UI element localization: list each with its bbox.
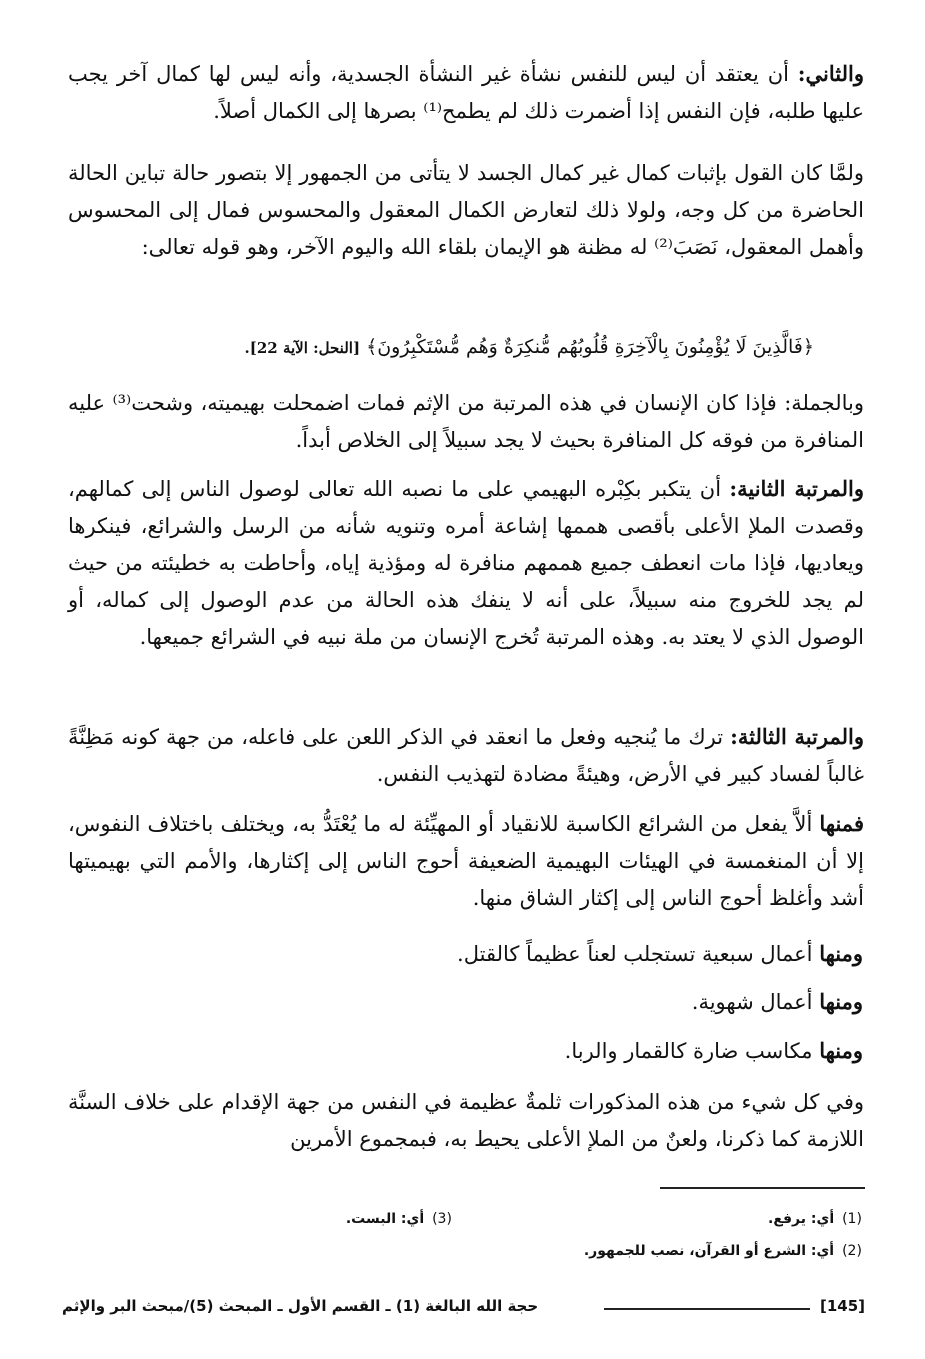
verse-text: ﴿فَالَّذِينَ لَا يُؤْمِنُونَ بِالْآخِرَةِ قُلُوبُهُم مُّنكِرَةٌ وَهُم مُّسْتَكْبِرُونَ﴾ [366,336,814,358]
paragraph-text: ولمَّا كان القول بإثبات كمال غير كمال الجسد لا يتأتى من الجمهور إلا بتصور حالة تباين الحالة الحاضرة من كل وجه، ولولا ذلك لتعارض الكمال المعقول والمحسوس فمال إلى المحسوس وأهمل المعقول، نَصَبَ⁽²⁾ له مظنة هو الإيمان بلقاء الله واليوم الآخر، وهو قوله تعالى: [68,161,864,259]
paragraph-among-them [68,805,864,917]
footnote [346,1211,455,1227]
paragraph-text: وفي كل شيء من هذه المذكورات ثلمةٌ عظيمة في النفس من جهة الإقدام على خلاف السنَّة اللازمة كما ذكرنا، ولعنٌ من الملإ الأعلى يحيط به، فبمجموع الأمرين [68,1090,864,1151]
paragraph-text: مكاسب ضارة كالقمار والربا. [564,1039,820,1063]
paragraph-lead: فمنها [819,811,864,836]
footnote-number: (2) [842,1243,862,1259]
paragraph-conclusion [68,1083,864,1158]
paragraph-text: أن يعتقد أن ليس للنفس نشأة غير النشأة الجسدية، وأنه ليس لها كمال آخر يجب عليها طلبه، فإن النفس إذا أضمرت ذلك لم يطمح⁽¹⁾ بصرها إلى الكمال أصلاً. [68,62,864,123]
paragraph-text: وبالجملة: فإذا كان الإنسان في هذه المرتبة من الإثم فمات اضمحلت بهيميته، وشحت⁽³⁾ عليه المنافرة من فوقه كل المنافرة بحيث لا يجد سبيلاً إلى الخلاص أبداً. [68,391,864,452]
footnote-text: أي: البست. [345,1211,425,1227]
footnote [584,1243,865,1259]
footnote [768,1211,865,1227]
paragraph-lead: ومنها [819,941,863,966]
footnote-number: (3) [432,1211,452,1227]
paragraph-text: أن يتكبر بكِبْره البهيمي على ما نصبه الله تعالى لوصول الناس إلى كمالهم، وقصدت الملإ الأعلى بأقصى هممها إشاعة أمره وتنويه شأنه من الرسل والشرائع، فينكرها ويعاديها، فإذا مات انعطف جميع هممهم منافرة له ومؤذية إياه، وأحاطت به خطيئته من حيث لم يجد للخروج منه سبيلاً، على أنه لا ينفك هذه الحالة من عدم الوصول إلى كماله، أو الوصول الذي لا يعتد به. وهذه المرتبة تُخرج الإنسان من ملة نبيه في الشرائع جميعها. [68,477,864,649]
paragraph-text: ترك ما يُنجيه وفعل ما انعقد في الذكر اللعن على فاعله، من جهة كونه مَظِنَّةً غالباً لفساد كبير في الأرض، وهيئةً مضادة لتهذيب النفس. [68,725,864,786]
footnote-text: أي: الشرع أو القرآن، نصب للجمهور. [583,1243,835,1259]
running-title: حجة الله البالغة (1) ـ القسم الأول ـ المبحث (5)/مبحث البر والإثم [62,1297,539,1315]
paragraph-text: أعمال سبعية تستجلب لعناً عظيماً كالقتل. [457,942,820,966]
paragraph-second-rank [68,470,864,656]
paragraph-intro [68,154,864,266]
paragraph-third-rank [68,718,864,793]
footer-divider [604,1308,810,1310]
footnote-divider [660,1187,865,1189]
paragraph-lead: ومنها [819,1038,863,1063]
paragraph-lead: والمرتبة الثالثة: [730,724,865,749]
paragraph-text: ألاَّ يفعل من الشرائع الكاسبة للانقياد أو المهيِّئة له ما يُعْتَدُّ به، ويختلف باختلاف النفوس، إلا أن المنغمسة في الهيئات البهيمية الضعيفة أحوج الناس إلى إكثارها، والأمم التي بهيميتها أشد وأغلظ أحوج الناس إلى إكثار الشاق منها. [68,812,864,910]
list-item [565,1032,863,1070]
paragraph-lead: ومنها [819,989,863,1014]
paragraph-summary [68,384,864,459]
verse-reference: [النحل: الآية 22]. [244,339,361,357]
footnote-number: (1) [842,1211,862,1227]
paragraph-lead: والثاني: [797,61,864,86]
paragraph-lead: والمرتبة الثانية: [729,476,864,501]
list-item [457,935,863,973]
page-number: [145] [819,1297,865,1315]
quran-verse [200,330,814,365]
footnote-text: أي: يرفع. [768,1211,835,1227]
list-item [692,983,863,1021]
paragraph-text: أعمال شهوية. [691,990,820,1014]
paragraph-second [68,55,864,130]
